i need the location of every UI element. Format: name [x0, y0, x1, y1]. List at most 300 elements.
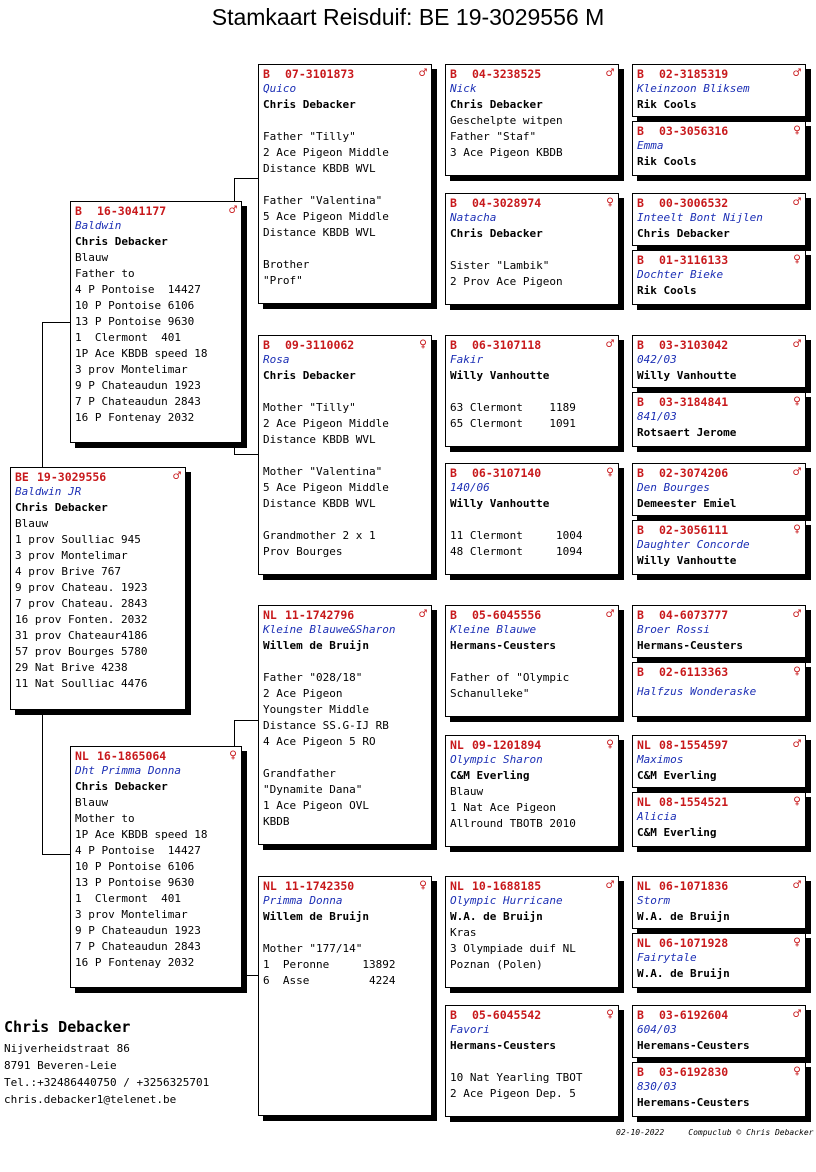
info-line: Schanulleke": [450, 687, 530, 700]
sex-icon: ♂: [606, 66, 614, 81]
sex-icon: ♂: [793, 195, 801, 210]
card-header: [446, 606, 618, 622]
info-line: [446, 384, 618, 400]
pigeon-name: Daughter Concorde: [637, 538, 750, 551]
owner-name: C&M Everling: [637, 826, 717, 839]
pigeon-name: Maximos: [637, 753, 684, 766]
info-line: [259, 113, 431, 129]
owner-name: Chris Debacker: [450, 98, 543, 111]
pigeon-card-g7[interactable]: [632, 463, 806, 516]
sex-icon: ♀: [793, 794, 801, 809]
ring-number: 05-6045556: [472, 607, 542, 622]
owner-name: Willem de Bruijn: [263, 639, 369, 652]
card-header: [633, 65, 805, 81]
owner-name: Rotsaert Jerome: [637, 426, 737, 439]
owner-name: C&M Everling: [450, 769, 530, 782]
country-code: B: [75, 203, 82, 218]
card-header: [633, 736, 805, 752]
info-line: 1 Nat Ace Pigeon: [450, 801, 556, 814]
pigeon-name: Olympic Hurricane: [450, 894, 563, 907]
pigeon-card-g8[interactable]: [632, 520, 806, 575]
breeder-street: Nijverheidstraat 86: [4, 1042, 130, 1055]
sex-icon: ♂: [793, 66, 801, 81]
pigeon-card-fmf[interactable]: [445, 335, 619, 447]
info-line: 2 Ace Pigeon: [263, 687, 343, 700]
country-code: NL: [450, 878, 464, 893]
pigeon-card-g11[interactable]: [632, 735, 806, 788]
info-line: Father "028/18": [263, 671, 363, 684]
country-code: NL: [263, 607, 277, 622]
card-header: [259, 65, 431, 81]
sex-icon: ♀: [793, 935, 801, 950]
card-header: [633, 393, 805, 409]
pigeon-name: Alicia: [637, 810, 677, 823]
info-line: Blauw: [450, 785, 484, 798]
info-line: Poznan (Polen): [450, 958, 543, 971]
pigeon-card-g6[interactable]: [632, 392, 806, 447]
print-date: 02-10-2022: [616, 1128, 665, 1137]
pigeon-name: Emma: [637, 139, 664, 152]
info-line: 10 P Pontoise 6106: [75, 299, 195, 312]
pigeon-card-mff[interactable]: [445, 605, 619, 717]
connector-line: [42, 712, 43, 854]
info-line: 3 prov Montelimar: [75, 363, 188, 376]
owner-name: Willy Vanhoutte: [637, 369, 737, 382]
info-line: [259, 384, 431, 400]
pigeon-card-mf[interactable]: [258, 605, 432, 845]
info-line: [446, 242, 618, 258]
info-line: 63 Clermont 1189: [450, 401, 576, 414]
info-line: 31 prov Chateaur4186: [15, 629, 148, 642]
info-line: 11 Clermont 1004: [450, 529, 583, 542]
pigeon-name: 841/03: [637, 410, 677, 423]
pigeon-card-g16[interactable]: [632, 1062, 806, 1117]
info-line: 16 P Fontenay 2032: [75, 956, 195, 969]
info-line: [259, 654, 431, 670]
info-line: 65 Clermont 1091: [450, 417, 576, 430]
pigeon-card-g14[interactable]: [632, 933, 806, 988]
info-line: 7 P Chateaudun 2843: [75, 395, 201, 408]
card-header: [446, 464, 618, 480]
country-code: B: [637, 123, 644, 138]
info-line: 13 P Pontoise 9630: [75, 315, 195, 328]
sex-icon: ♂: [173, 469, 181, 484]
country-code: NL: [75, 748, 89, 763]
sex-icon: ♂: [606, 878, 614, 893]
ring-number: 01-3116133: [659, 252, 729, 267]
owner-name: Chris Debacker: [15, 501, 108, 514]
card-header: [633, 194, 805, 210]
pigeon-card-g4[interactable]: [632, 250, 806, 305]
pigeon-card-g2[interactable]: [632, 121, 806, 176]
sex-icon: ♀: [793, 123, 801, 138]
info-line: 4 Ace Pigeon 5 RO: [263, 735, 376, 748]
info-line: 2 Ace Pigeon Middle: [263, 146, 389, 159]
info-line: 9 P Chateaudun 1923: [75, 379, 201, 392]
pigeon-name: Halfzus Wonderaske: [637, 685, 757, 698]
connector-line: [42, 322, 43, 468]
info-line: Blauw: [15, 517, 49, 530]
info-line: Father "Valentina": [263, 194, 383, 207]
info-line: 57 prov Bourges 5780: [15, 645, 148, 658]
country-code: B: [450, 66, 457, 81]
ring-number: 16-1865064: [97, 748, 167, 763]
sex-icon: ♀: [793, 1064, 801, 1079]
card-header: [446, 877, 618, 893]
info-line: KBDB: [263, 815, 290, 828]
owner-name: Rik Cools: [637, 284, 697, 297]
ring-number: 09-1201894: [472, 737, 542, 752]
breeder-info: [4, 1018, 209, 1108]
pigeon-name: Fairytale: [637, 951, 697, 964]
pigeon-name: Storm: [637, 894, 671, 907]
pigeon-card-fff[interactable]: [445, 64, 619, 176]
pigeon-card-subject[interactable]: [10, 467, 186, 710]
info-line: Prov Bourges: [263, 545, 343, 558]
card-header: [633, 1063, 805, 1079]
sex-icon: ♀: [419, 337, 427, 352]
breeder-email: chris.debacker1@telenet.be: [4, 1093, 177, 1106]
info-line: Distance KBDB WVL: [263, 433, 376, 446]
pigeon-name: Kleine Blauwe&Sharon: [263, 623, 396, 636]
ring-number: 03-6192604: [659, 1007, 729, 1022]
sex-icon: ♂: [793, 337, 801, 352]
breeder-city: 8791 Beveren-Leie: [4, 1059, 117, 1072]
ring-number: 00-3006532: [659, 195, 729, 210]
card-header: [633, 336, 805, 352]
info-line: Father "Tilly": [263, 130, 356, 143]
pigeon-card-g10[interactable]: [632, 662, 806, 717]
owner-name: Demeester Emiel: [637, 497, 737, 510]
pigeon-card-g5[interactable]: [632, 335, 806, 388]
sex-icon: ♀: [793, 252, 801, 267]
info-line: [446, 512, 618, 528]
info-line: 7 prov Chateau. 2843: [15, 597, 148, 610]
owner-name: Hermans-Ceusters: [450, 639, 556, 652]
owner-name: Chris Debacker: [637, 227, 730, 240]
info-line: 3 Ace Pigeon KBDB: [450, 146, 563, 159]
ring-number: 02-3185319: [659, 66, 729, 81]
info-line: 3 Olympiade duif NL: [450, 942, 576, 955]
country-code: BE: [15, 469, 29, 484]
pigeon-card-mmf[interactable]: [445, 876, 619, 988]
card-header: [259, 336, 431, 352]
owner-name: Chris Debacker: [450, 227, 543, 240]
ring-number: 07-3101873: [285, 66, 355, 81]
ring-number: 06-3107140: [472, 465, 542, 480]
ring-number: 04-6073777: [659, 607, 729, 622]
pigeon-name: Inteelt Bont Nijlen: [637, 211, 763, 224]
country-code: B: [637, 252, 644, 267]
country-code: B: [450, 1007, 457, 1022]
info-line: 1 Clermont 401: [75, 892, 181, 905]
info-line: 2 Prov Ace Pigeon: [450, 275, 563, 288]
info-line: Blauw: [75, 796, 109, 809]
card-header: [633, 464, 805, 480]
info-line: [259, 750, 431, 766]
page-title: Stamkaart Reisduif: BE 19-3029556 M: [211, 4, 605, 30]
sex-icon: ♀: [419, 878, 427, 893]
info-line: Youngster Middle: [263, 703, 369, 716]
pigeon-card-fmm[interactable]: [445, 463, 619, 575]
card-header: [633, 793, 805, 809]
info-line: "Prof": [263, 274, 303, 287]
pigeon-card-g1[interactable]: [632, 64, 806, 117]
info-line: 1 Peronne 13892: [263, 958, 396, 971]
pigeon-card-g9[interactable]: [632, 605, 806, 658]
pigeon-name: Rosa: [263, 353, 290, 366]
breeder-phone: Tel.:+32486440750 / +3256325701: [4, 1076, 210, 1089]
sex-icon: ♀: [793, 394, 801, 409]
pigeon-name: Natacha: [450, 211, 497, 224]
owner-name: C&M Everling: [637, 769, 717, 782]
info-line: 2 Ace Pigeon Dep. 5: [450, 1087, 576, 1100]
pigeon-name: Quico: [263, 82, 297, 95]
info-line: 1 Clermont 401: [75, 331, 181, 344]
info-line: 5 Ace Pigeon Middle: [263, 210, 389, 223]
pigeon-card-g15[interactable]: [632, 1005, 806, 1058]
sex-icon: ♀: [793, 664, 801, 679]
sex-icon: ♂: [793, 737, 801, 752]
card-header: [446, 65, 618, 81]
info-line: Mother "Valentina": [263, 465, 383, 478]
info-line: 11 Nat Soulliac 4476: [15, 677, 148, 690]
sex-icon: ♂: [419, 607, 427, 622]
info-line: 9 P Chateaudun 1923: [75, 924, 201, 937]
card-header: [446, 194, 618, 210]
info-line: Blauw: [75, 251, 109, 264]
card-header: [71, 747, 241, 763]
country-code: B: [637, 337, 644, 352]
country-code: B: [637, 522, 644, 537]
sex-icon: ♀: [606, 465, 614, 480]
pigeon-card-ff[interactable]: [258, 64, 432, 304]
ring-number: 11-1742796: [285, 607, 355, 622]
info-line: Mother to: [75, 812, 135, 825]
info-line: 4 P Pontoise 14427: [75, 844, 201, 857]
pigeon-name: Dochter Bieke: [637, 268, 724, 281]
owner-name: Hermans-Ceusters: [637, 639, 743, 652]
owner-name: Willy Vanhoutte: [637, 554, 737, 567]
info-line: [259, 448, 431, 464]
pigeon-name: Baldwin JR: [15, 485, 82, 498]
info-line: 1P Ace KBDB speed 18: [75, 347, 208, 360]
card-header: [633, 1006, 805, 1022]
pigeon-name: Kleine Blauwe: [450, 623, 537, 636]
info-line: Father to: [75, 267, 135, 280]
pigeon-card-mmm[interactable]: [445, 1005, 619, 1117]
info-line: Brother: [263, 258, 310, 271]
country-code: NL: [637, 935, 651, 950]
country-code: B: [637, 1007, 644, 1022]
pigeon-name: Favori: [450, 1023, 490, 1036]
owner-name: Chris Debacker: [75, 235, 168, 248]
info-line: 1 prov Soulliac 945: [15, 533, 141, 546]
country-code: B: [637, 394, 644, 409]
card-header: [633, 606, 805, 622]
pigeon-card-ffm[interactable]: [445, 193, 619, 305]
card-header: [446, 736, 618, 752]
owner-name: Hermans-Ceusters: [450, 1039, 556, 1052]
ring-number: 02-6113363: [659, 664, 729, 679]
sex-icon: ♂: [606, 607, 614, 622]
pigeon-name: 140/06: [450, 481, 490, 494]
pigeon-name: Broer Rossi: [637, 623, 710, 636]
pigeon-name: Baldwin: [75, 219, 122, 232]
ring-number: 06-1071928: [659, 935, 729, 950]
info-line: 5 Ace Pigeon Middle: [263, 481, 389, 494]
info-line: 16 prov Fonten. 2032: [15, 613, 148, 626]
country-code: B: [263, 66, 270, 81]
info-line: 1 Ace Pigeon OVL: [263, 799, 369, 812]
card-header: [11, 468, 185, 484]
sex-icon: ♂: [793, 607, 801, 622]
owner-name: Rik Cools: [637, 155, 697, 168]
country-code: B: [450, 337, 457, 352]
pigeon-name: Dht Primma Donna: [75, 764, 181, 777]
card-header: [446, 1006, 618, 1022]
info-line: 3 prov Montelimar: [15, 549, 128, 562]
owner-name: Willem de Bruijn: [263, 910, 369, 923]
footer: [616, 1128, 814, 1137]
card-header: [259, 877, 431, 893]
info-line: Kras: [450, 926, 477, 939]
connector-line: [42, 854, 70, 855]
sex-icon: ♀: [229, 748, 237, 763]
card-header: [71, 202, 241, 218]
info-line: [259, 177, 431, 193]
pigeon-card-g3[interactable]: [632, 193, 806, 246]
owner-name: Heremans-Ceusters: [637, 1039, 750, 1052]
connector-line: [42, 322, 70, 323]
card-header: [633, 934, 805, 950]
info-line: Grandmother 2 x 1: [263, 529, 376, 542]
info-line: 10 Nat Yearling TBOT: [450, 1071, 583, 1084]
info-line: 4 prov Brive 767: [15, 565, 121, 578]
sex-icon: ♀: [606, 737, 614, 752]
info-line: 2 Ace Pigeon Middle: [263, 417, 389, 430]
pigeon-name: Nick: [450, 82, 477, 95]
breeder-name: Chris Debacker: [4, 1018, 131, 1036]
ring-number: 09-3110062: [285, 337, 355, 352]
info-line: 9 prov Chateau. 1923: [15, 581, 148, 594]
ring-number: 06-3107118: [472, 337, 542, 352]
sex-icon: ♂: [793, 1007, 801, 1022]
ring-number: 10-1688185: [472, 878, 542, 893]
info-line: Distance SS.G-IJ RB: [263, 719, 389, 732]
owner-name: Rik Cools: [637, 98, 697, 111]
owner-name: W.A. de Bruijn: [450, 910, 543, 923]
card-header: [633, 663, 805, 679]
country-code: B: [450, 195, 457, 210]
info-line: Distance KBDB WVL: [263, 162, 376, 175]
country-code: B: [637, 607, 644, 622]
info-line: 4 P Pontoise 14427: [75, 283, 201, 296]
country-code: B: [637, 66, 644, 81]
info-line: Father "Staf": [450, 130, 537, 143]
owner-name: Willy Vanhoutte: [450, 369, 550, 382]
ring-number: 08-1554521: [659, 794, 729, 809]
card-header: [633, 877, 805, 893]
pigeon-card-mm[interactable]: [258, 876, 432, 1116]
info-line: [259, 512, 431, 528]
pigeon-name: 042/03: [637, 353, 677, 366]
ring-number: 08-1554597: [659, 737, 729, 752]
info-line: [446, 654, 618, 670]
ring-number: 03-6192830: [659, 1064, 729, 1079]
info-line: Distance KBDB WVL: [263, 226, 376, 239]
pigeon-name: Primma Donna: [263, 894, 343, 907]
pigeon-card-mother[interactable]: [70, 746, 242, 988]
country-code: B: [263, 337, 270, 352]
info-line: Distance KBDB WVL: [263, 497, 376, 510]
sex-icon: ♀: [793, 522, 801, 537]
info-line: Geschelpte witpen: [450, 114, 563, 127]
sex-icon: ♂: [793, 878, 801, 893]
country-code: NL: [637, 737, 651, 752]
pigeon-card-fm[interactable]: [258, 335, 432, 575]
ring-number: 06-1071836: [659, 878, 729, 893]
country-code: NL: [263, 878, 277, 893]
sex-icon: ♀: [606, 195, 614, 210]
sex-icon: ♀: [606, 1007, 614, 1022]
pigeon-name: 604/03: [637, 1023, 677, 1036]
owner-name: Chris Debacker: [263, 369, 356, 382]
pigeon-card-father[interactable]: [70, 201, 242, 443]
pigeon-card-g12[interactable]: [632, 792, 806, 847]
pigeon-name: Den Bourges: [637, 481, 710, 494]
ring-number: 11-1742350: [285, 878, 355, 893]
pigeon-card-mfm[interactable]: [445, 735, 619, 847]
info-line: 10 P Pontoise 6106: [75, 860, 195, 873]
card-header: [633, 521, 805, 537]
owner-name: Willy Vanhoutte: [450, 497, 550, 510]
info-line: 16 P Fontenay 2032: [75, 411, 195, 424]
connector-line: [234, 720, 258, 721]
info-line: Grandfather: [263, 767, 336, 780]
pigeon-name: Olympic Sharon: [450, 753, 543, 766]
country-code: NL: [637, 878, 651, 893]
ring-number: 02-3056111: [659, 522, 729, 537]
info-line: [259, 925, 431, 941]
owner-name: Chris Debacker: [75, 780, 168, 793]
country-code: B: [637, 664, 644, 679]
info-line: Father of "Olympic: [450, 671, 570, 684]
pigeon-name: 830/03: [637, 1080, 677, 1093]
ring-number: 03-3184841: [659, 394, 729, 409]
connector-line: [234, 178, 258, 179]
info-line: 29 Nat Brive 4238: [15, 661, 128, 674]
info-line: [446, 1054, 618, 1070]
card-header: [446, 336, 618, 352]
info-line: Allround TBOTB 2010: [450, 817, 576, 830]
pigeon-card-g13[interactable]: [632, 876, 806, 929]
ring-number: 16-3041177: [97, 203, 167, 218]
connector-line: [234, 454, 258, 455]
ring-number: 04-3028974: [472, 195, 542, 210]
info-line: 13 P Pontoise 9630: [75, 876, 195, 889]
info-line: [259, 241, 431, 257]
owner-name: W.A. de Bruijn: [637, 910, 730, 923]
owner-name: Heremans-Ceusters: [637, 1096, 750, 1109]
country-code: B: [450, 465, 457, 480]
pigeon-name: Fakir: [450, 353, 484, 366]
ring-number: 04-3238525: [472, 66, 542, 81]
info-line: 48 Clermont 1094: [450, 545, 583, 558]
info-line: "Dynamite Dana": [263, 783, 363, 796]
card-header: [633, 122, 805, 138]
credit: Compuclub © Chris Debacker: [688, 1128, 814, 1137]
